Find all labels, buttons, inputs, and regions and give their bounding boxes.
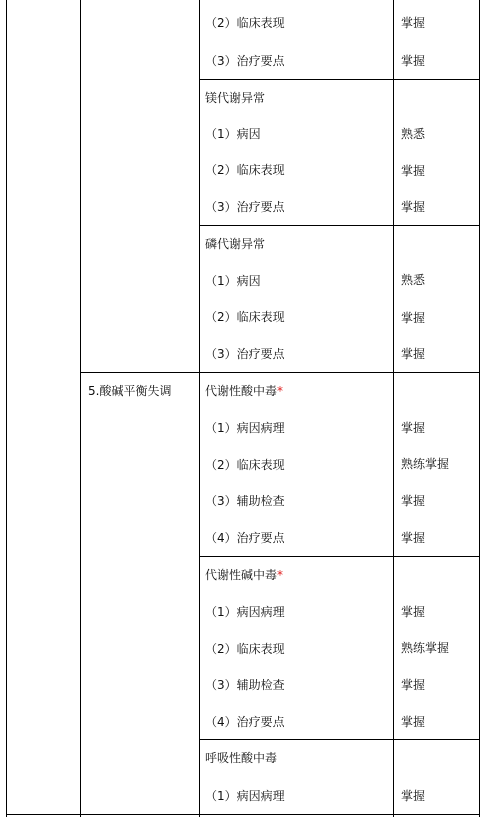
key-point-mark: *: [277, 568, 284, 582]
topic-title: [205, 567, 283, 583]
item-label: （4）治疗要点: [205, 715, 285, 729]
key-point-mark: *: [277, 384, 284, 398]
item-label: （1）病因: [205, 127, 261, 141]
item-level: 掌握: [401, 311, 426, 325]
column-divider: [6, 0, 7, 817]
item-level: 掌握: [401, 605, 426, 619]
row-divider: [80, 372, 480, 373]
item-level: 掌握: [401, 16, 426, 30]
item-label: （3）辅助检查: [205, 678, 285, 692]
item-level: 掌握: [401, 421, 426, 435]
section-label: 5.酸碱平衡失调: [88, 384, 172, 398]
topic-title-text: 代谢性酸中毒: [205, 384, 278, 398]
table-bottom-border: [6, 814, 480, 815]
item-level: 熟练掌握: [401, 641, 450, 655]
topic-title: 磷代谢异常: [205, 237, 266, 251]
topic-title: 镁代谢异常: [205, 91, 266, 105]
item-level: 掌握: [401, 164, 426, 178]
item-level: 掌握: [401, 200, 426, 214]
topic-title: 呼吸性酸中毒: [205, 751, 278, 765]
item-label: （2）临床表现: [205, 310, 285, 324]
item-label: （3）辅助检查: [205, 494, 285, 508]
item-level: 掌握: [401, 715, 426, 729]
item-level: 熟练掌握: [401, 457, 450, 471]
item-label: （3）治疗要点: [205, 200, 285, 214]
item-label: （1）病因病理: [205, 605, 285, 619]
item-label: （1）病因病理: [205, 789, 285, 803]
item-label: （4）治疗要点: [205, 531, 285, 545]
column-divider: [393, 0, 394, 817]
item-level: 掌握: [401, 678, 426, 692]
item-label: （3）治疗要点: [205, 54, 285, 68]
item-level: 熟悉: [401, 127, 426, 141]
item-label: （2）临床表现: [205, 458, 285, 472]
item-level: 掌握: [401, 347, 426, 361]
item-label: （3）治疗要点: [205, 347, 285, 361]
item-label: （2）临床表现: [205, 642, 285, 656]
row-divider: [199, 739, 480, 740]
item-label: （1）病因病理: [205, 421, 285, 435]
item-label: （1）病因: [205, 274, 261, 288]
row-divider: [199, 79, 480, 80]
item-label: （2）临床表现: [205, 16, 285, 30]
topic-title-text: 代谢性碱中毒: [205, 568, 278, 582]
column-divider: [80, 0, 81, 817]
item-level: 掌握: [401, 54, 426, 68]
column-divider: [199, 0, 200, 817]
item-level: 掌握: [401, 789, 426, 803]
item-level: 熟悉: [401, 273, 426, 287]
item-level: 掌握: [401, 531, 426, 545]
topic-title: [205, 383, 283, 399]
item-label: （2）临床表现: [205, 163, 285, 177]
row-divider: [199, 556, 480, 557]
item-level: 掌握: [401, 494, 426, 508]
column-divider: [479, 0, 480, 817]
row-divider: [199, 225, 480, 226]
